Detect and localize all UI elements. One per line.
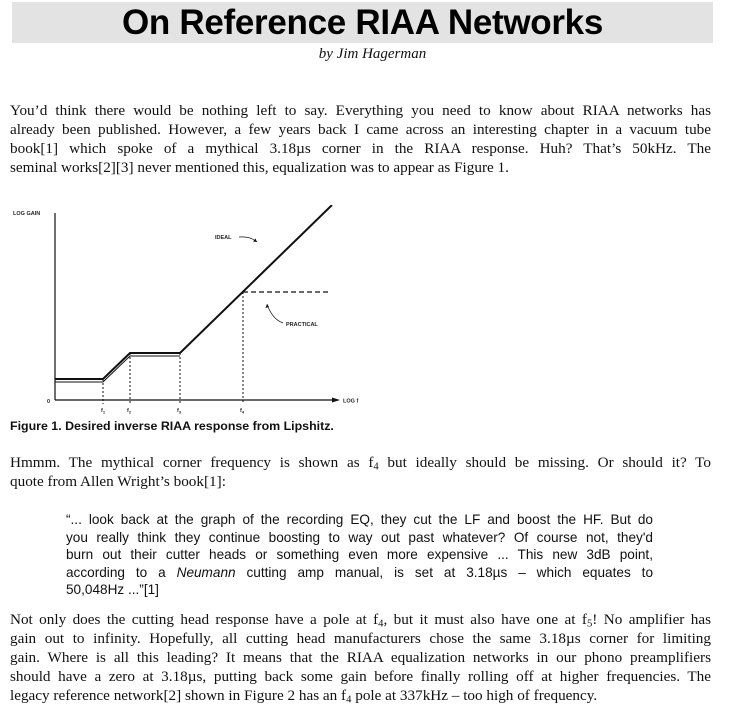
text-line: gain out to infinity. Hopefully, all cutting head manufacturers chose the same 3.18µs corner for limiting — [10, 630, 711, 647]
text-line: should have a zero at 3.18µs, putting back some gain before finally rolling off at higher frequencies. The — [10, 668, 711, 685]
text-line: gain. Where is all this leading? It means that the RIAA equalization networks in our phono preamplifiers — [10, 649, 711, 666]
ideal-label: IDEAL — [215, 235, 232, 241]
origin-label: 0 — [47, 399, 51, 405]
tick-label-f4: $f_4$ — [240, 408, 245, 415]
text-line: already been published. However, a few years back I came across an interesting chapter in a vacuum tube — [10, 121, 711, 138]
paragraph-cutting-head — [10, 610, 711, 705]
tick-label-f2: $f_2$ — [127, 408, 132, 415]
paragraph-mythical-corner — [10, 453, 711, 491]
quote-line: you really think they continue boosting to way out past whatever? Of course not, they'd — [66, 529, 653, 545]
x-axis-label: LOG f — [343, 398, 359, 405]
page-title: On Reference RIAA Networks — [121, 3, 604, 42]
author-byline: by Jim Hagerman — [318, 46, 427, 62]
text-line: seminal works[2][3] never mentioned this, equalization was to appear as Figure 1. — [10, 159, 509, 176]
quote-line: burn out their cutter heads or something even more expensive ... This new 3dB point, — [66, 547, 653, 562]
tick-label-f1: $f_1$ — [101, 408, 106, 415]
paragraph-intro — [10, 101, 711, 177]
text-line: quote from Allen Wright’s book[1]: — [10, 473, 226, 490]
figure-caption: Figure 1. Desired inverse RIAA response from Lipshitz. — [10, 419, 334, 433]
ideal-arrowhead — [253, 239, 257, 243]
practical-label: PRACTICAL — [286, 322, 318, 328]
text-line: You’d think there would be nothing left to say. Everything you need to know about RIAA networks has — [10, 102, 711, 119]
title-banner — [12, 2, 713, 43]
text-line: legacy reference network[2] shown in Figure 2 has an $f_4$ pole at 337kHz – too high of frequency. — [10, 687, 598, 706]
quote-line: “... look back at the graph of the recording EQ, they cut the LF and boost the HF. But do — [66, 512, 653, 527]
quote-line: 50,048Hz ...”[1] — [66, 582, 159, 597]
text-line: Not only does the cutting head response have a pole at $f_4$, but it must also have one at $f_5$! No amplifier has — [10, 611, 712, 630]
figure-1-riaa-response-plot — [10, 205, 360, 420]
tick-label-f3: $f_3$ — [177, 408, 182, 415]
quote-line: according to a Neumann cutting amp manual, is set at 3.18µs – which equates to — [66, 564, 654, 580]
ideal-curve — [55, 205, 332, 379]
text-line: Hmmm. The mythical corner frequency is shown as $f_4$ but ideally should be missing. Or should it? To — [10, 454, 711, 473]
text-line: book[1] which spoke of a mythical 3.18µs corner in the RIAA response. Huh? That’s 50kHz. The — [10, 140, 711, 157]
x-axis-arrowhead — [332, 398, 340, 403]
y-axis-label: LOG GAIN — [13, 211, 41, 217]
block-quote — [66, 511, 653, 599]
practical-leader — [267, 304, 283, 323]
